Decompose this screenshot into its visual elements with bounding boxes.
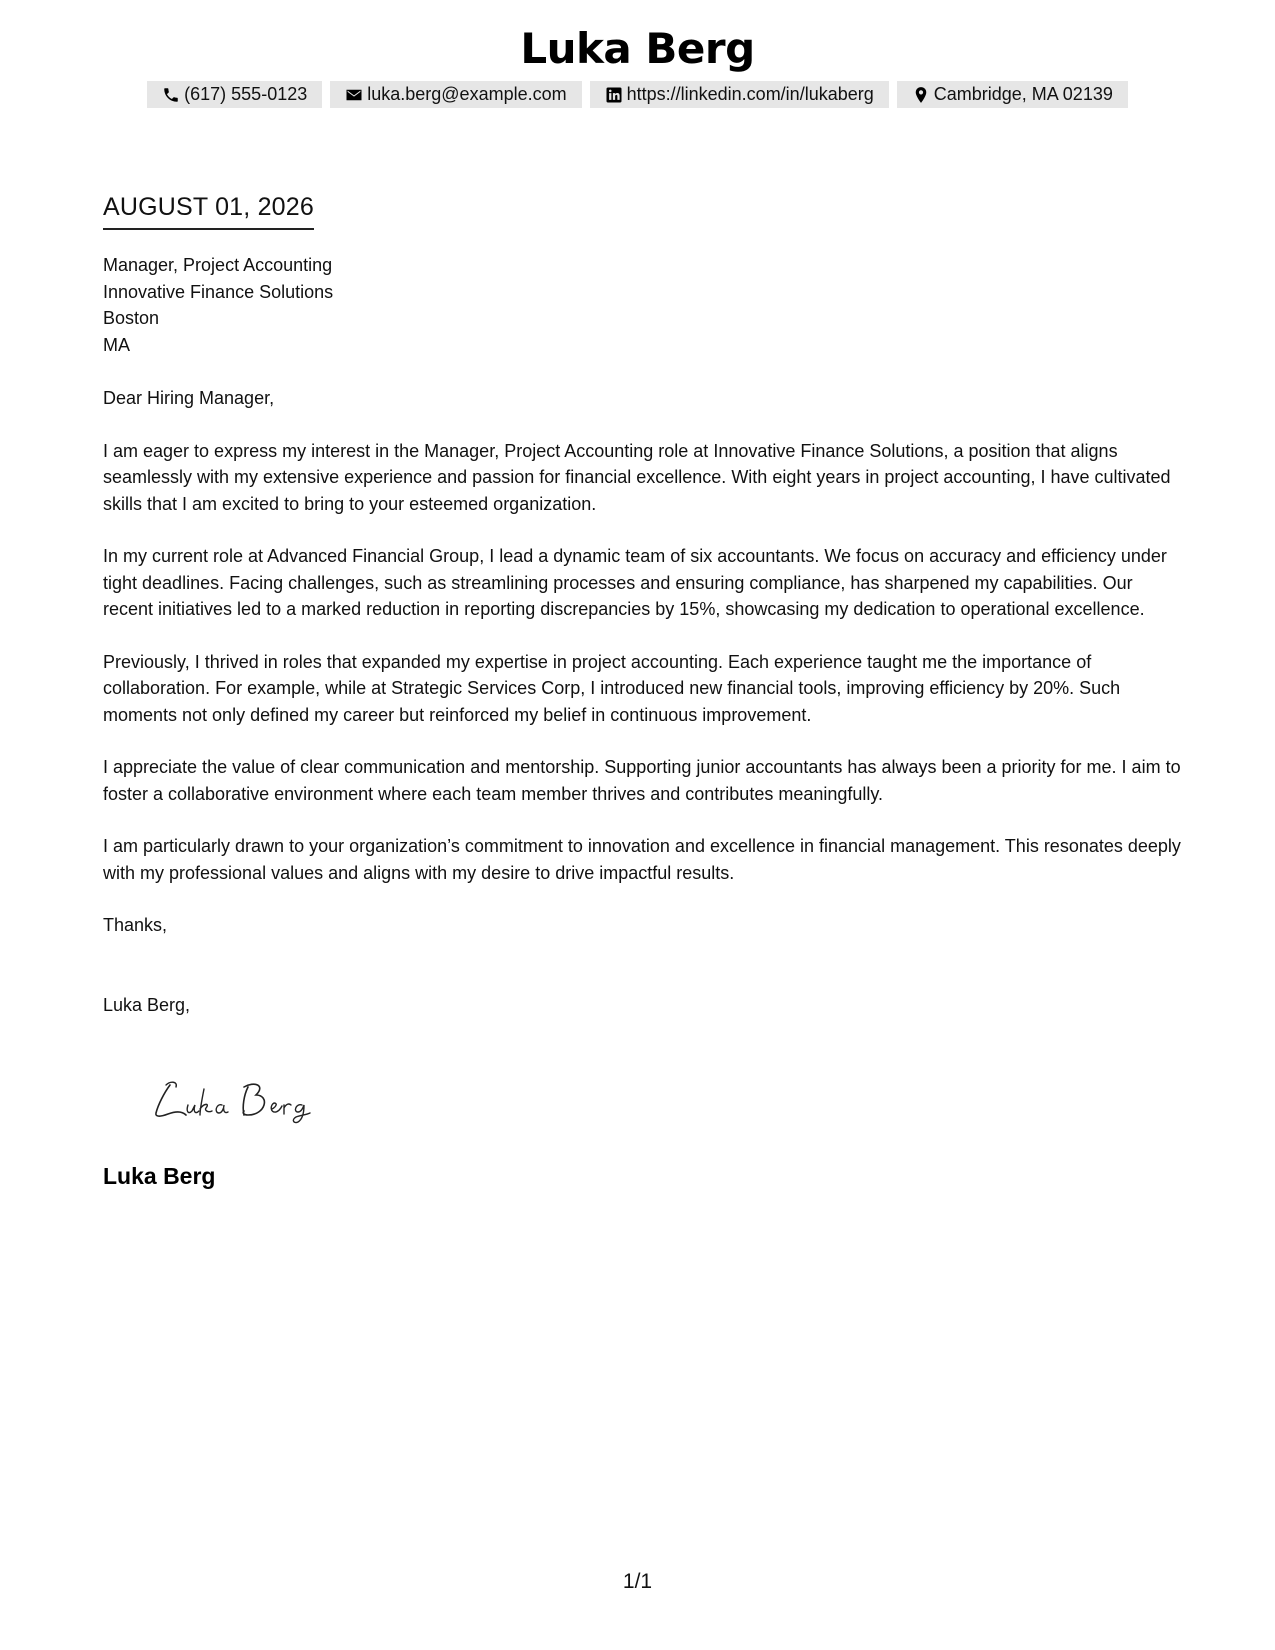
letter-closing: Thanks, [103,915,168,935]
recipient-title: Manager, Project Accounting [103,255,333,275]
letter-date: AUGUST 01, 2026 [103,192,314,230]
letter-paragraph: I appreciate the value of clear communication and mentorship. Supporting junior accountants has always been a priority for me. I aim to foster a collaborative environment where each team member thrives and contributes meaningfully. [103,757,1181,804]
contact-phone-text: (617) 555-0123 [184,84,308,104]
letter-paragraph: In my current role at Advanced Financial Group, I lead a dynamic team of six accountants. We focus on accuracy and efficiency under tight deadlines. Facing challenges, such as streamlining processes and ensuring compliance, has sharpened my capabilities. Our recent initiatives led to a marked reduction in reporting discrepancies by 15%, showcasing my dedication to operational excellence. [103,546,1167,619]
letter-paragraph: I am eager to express my interest in the Manager, Project Accounting role at Innovative Finance Solutions, a position that aligns seamlessly with my extensive experience and passion for financial excellence. With eight years in project accounting, I have cultivated skills that I am excited to bring to your esteemed organization. [103,440,1171,514]
handwritten-signature [148,1075,328,1125]
contact-location-text: Cambridge, MA 02139 [933,84,1113,104]
contact-linkedin-chip [590,81,889,108]
applicant-name-heading: Luka Berg [520,24,755,73]
envelope-icon [345,86,363,104]
signature-name: Luka Berg [103,1163,216,1189]
contact-email-text: luka.berg@example.com [367,84,567,104]
recipient-company: Innovative Finance Solutions [103,281,334,302]
map-pin-icon [912,86,930,104]
letter-signoff: Luka Berg, [103,994,191,1015]
contact-email-chip [330,81,581,108]
page-indicator: 1/1 [622,1570,653,1593]
recipient-city: Boston [103,308,160,328]
linkedin-icon [605,86,623,104]
contact-linkedin-text: https://linkedin.com/in/lukaberg [626,84,874,104]
letter-body [103,252,1183,1018]
recipient-block [103,252,1183,358]
letter-salutation: Dear Hiring Manager, [103,388,275,408]
letter-paragraph: Previously, I thrived in roles that expanded my expertise in project accounting. Each experience taught me the importance of collaboration. For example, while at Strategic Services Corp, I introduced new financial tools, improving efficiency by 20%. Such moments not only defined my career but reinforced my belief in continuous improvement. [103,651,1121,725]
recipient-state: MA [103,334,130,355]
phone-icon [162,86,180,104]
letter-paragraph: I am particularly drawn to your organization’s commitment to innovation and excellence in financial management. This resonates deeply with my professional values and aligns with my desire to drive impactful results. [103,836,1181,883]
contact-location-chip [897,81,1128,108]
contact-phone-chip [147,81,322,108]
contact-info-bar [0,81,1275,108]
